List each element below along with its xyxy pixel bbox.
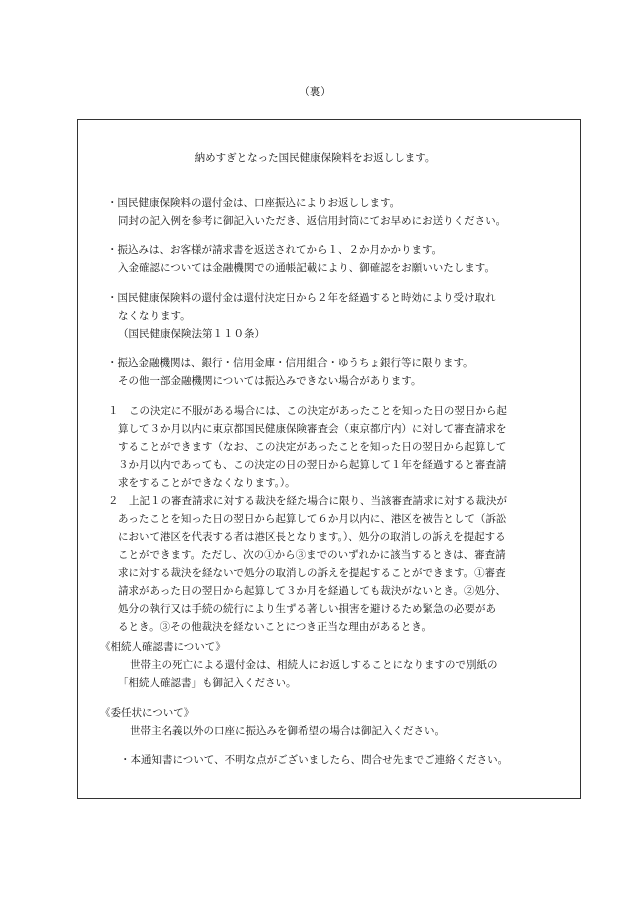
proxy-heading: 《委任状について》 — [100, 707, 195, 719]
bullet-institutions: ・振込金融機関は、銀行・信用金庫・信用組合・ゆうちょ銀行等に限ります。 — [107, 357, 474, 369]
numbered-item-1-line: することができます（なお、この決定があったことを知った日の翌日から起算して — [118, 441, 507, 453]
numbered-item-2-line: 求に対する裁決を経ないで処分の取消しの訴えを提起することができます。①審査 — [118, 567, 506, 579]
numbered-item-1-line: １ この決定に不服がある場合には、この決定があったことを知った日の翌日から起 — [108, 405, 507, 417]
numbered-item-2-line: 処分の執行又は手続の続行により生ずる著しい損害を避けるため緊急の必要があ — [118, 603, 496, 615]
inheritance-heading: 《相続人確認書について》 — [100, 641, 226, 653]
bullet-refund-method: ・国民健康保険料の還付金は、口座振込によりお返しします。 — [107, 197, 401, 209]
bullet-transfer-timing-detail: 入金確認については金融機関での通帳記載により、御確認をお願いいたします。 — [118, 262, 495, 274]
numbered-item-2-line: るとき。③その他裁決を経ないことにつき正当な理由があるとき。 — [118, 621, 432, 633]
numbered-item-2-line: 請求があった日の翌日から起算して３か月を経過しても裁決がないとき。②処分、 — [118, 585, 506, 597]
proxy-text: 世帯主名義以外の口座に振込みを御希望の場合は御記入ください。 — [130, 725, 445, 737]
document-title: 納めすぎとなった国民健康保険料をお返しします。 — [194, 152, 436, 164]
inheritance-text: 世帯主の死亡による還付金は、相続人にお返しすることになりますので別紙の — [130, 659, 498, 671]
numbered-item-2-line: ことができます。ただし、次の①から③までのいずれかに該当するときは、審査請 — [118, 549, 506, 561]
numbered-item-1-line: 求をすることができなくなります。）。 — [118, 477, 296, 489]
numbered-item-2-line: において港区を代表する者は港区長となります。）、処分の取消しの訴えを提起する — [118, 531, 506, 543]
numbered-item-2-line: あったことを知った日の翌日から起算して６か月以内に、港区を被告として（訴訟 — [118, 513, 507, 525]
numbered-item-1-line: 算して３か月以内に東京都国民健康保険審査会（東京都庁内）に対して審査請求を — [118, 423, 507, 435]
numbered-item-1-line: ３か月以内であっても、この決定の日の翌日から起算して１年を経過すると審査請 — [118, 459, 507, 471]
bullet-refund-method-detail: 同封の記入例を参考に御記入いただき、返信用封筒にてお早めにお送りください。 — [118, 215, 507, 227]
bullet-expiry-law: （国民健康保険法第１１０条） — [118, 328, 265, 340]
bullet-expiry: ・国民健康保険料の還付金は還付決定日から２年を経過すると時効により受け取れ — [107, 292, 496, 304]
page-side-label: （裏） — [299, 86, 331, 98]
inheritance-text-cont: 「相続人確認書」も御記入ください。 — [118, 677, 297, 689]
bullet-expiry-cont: なくなります。 — [118, 310, 191, 322]
bullet-institutions-detail: その他一部金融機関については振込みできない場合があります。 — [118, 375, 422, 387]
contact-note: ・本通知書について、不明な点がございましたら、問合せ先までご連絡ください。 — [120, 754, 509, 766]
bullet-transfer-timing: ・振込みは、お客様が請求書を返送されてから１、２か月かかります。 — [107, 244, 443, 256]
numbered-item-2-line: ２ 上記１の審査請求に対する裁決を経た場合に限り、当該審査請求に対する裁決が — [108, 495, 507, 507]
